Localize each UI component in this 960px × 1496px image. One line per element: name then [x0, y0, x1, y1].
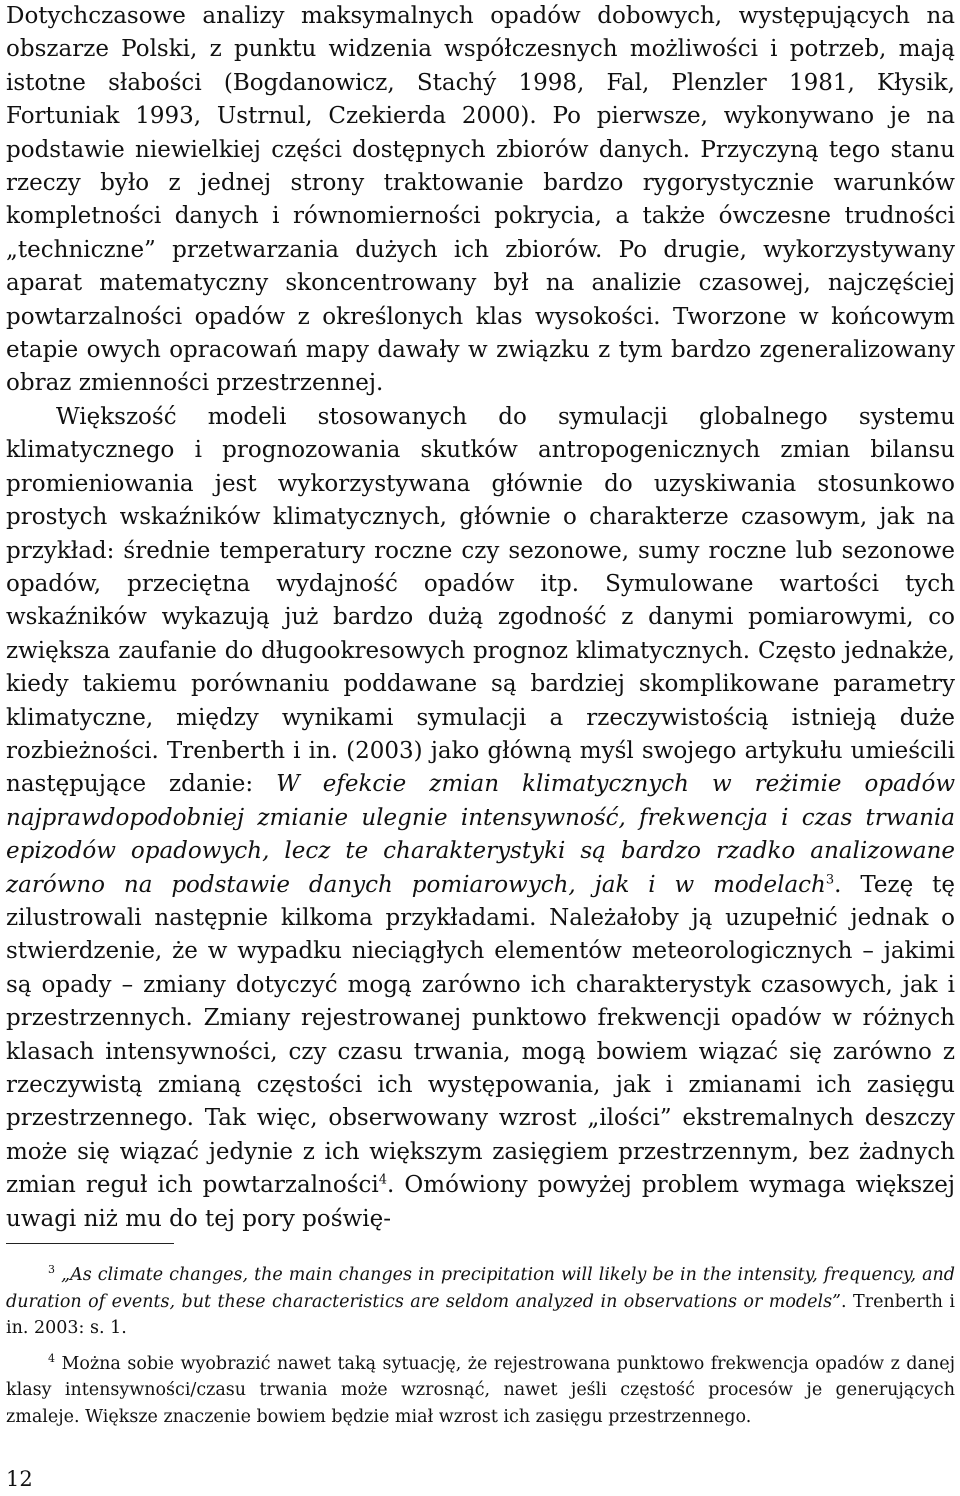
- footnote-3: [6, 1262, 955, 1342]
- footnote-3-quote: „As climate changes, the main changes in precipitation will likely be in the intensity, frequency, and duration of events, but these characteristics are seldom analyzed in observations or models”: [6, 1265, 955, 1312]
- trenberth-quote: W efekcie zmian klimatycznych w reżimie opadów najprawdopodobniej zmianie ulegnie intensywność, frekwencja i czas trwania epizodów opadowych, lecz te charakterystyki są bardzo rzadko analizowane zarówno na podstawie danych pomiarowych, jak i w modelach: [6, 771, 956, 898]
- footnote-4-text: Można sobie wyobrazić nawet taką sytuację, że rejestrowana punktowo frekwencja opadów z danej klasy intensywności/czasu trwania może wzrosnąć, nawet jeśli częstość procesów je generujących zmaleje. Większe znaczenie bowiem będzie miał wzrost ich zasięgu przestrzennego.: [6, 1353, 955, 1427]
- page-body: [6, 0, 955, 1236]
- footnotes: [6, 1262, 955, 1430]
- footnote-separator: [6, 1243, 174, 1244]
- footnote-ref-4[interactable]: 4: [378, 1172, 388, 1188]
- footnote-4: [6, 1351, 955, 1431]
- body-paragraph-2: [6, 401, 955, 1236]
- footnote-3-source: . Trenberth i in. 2003: s. 1.: [6, 1291, 955, 1338]
- footnote-3-number: 3: [48, 1263, 55, 1277]
- paragraph-2-text-a: Większość modeli stosowanych do symulacji globalnego systemu klimatycznego i prognozowania skutków antropogenicznych zmian bilansu promieniowania jest wykorzystywana głównie do uzyskiwania stosunkowo prostych wskaźników klimatycznych, głównie o charakterze czasowym, jak na przykład: średnie temperatury roczne czy sezonowe, sumy roczne lub sezonowe opadów, przeciętna wydajność opadów itp. Symulowane wartości tych wskaźników wykazują już bardzo dużą zgodność z danymi pomiarowymi, co zwiększa zaufanie do długookresowych prognoz klimatycznych. Często jednakże, kiedy takiemu porównaniu poddawane są bardziej skomplikowane parametry klimatyczne, między wynikami symulacji a rzeczywistością istnieją duże rozbieżności. Trenberth i in. (2003) jako główną myśl swojego artykułu umieścili następujące zdanie:: [6, 403, 955, 798]
- body-paragraph-1: [6, 0, 955, 401]
- paragraph-2-text-c: . Omówiony powyżej problem wymaga większej uwagi niż mu do tej pory poświę-: [6, 1172, 955, 1232]
- page-number: 12: [6, 1467, 33, 1491]
- footnote-4-number: 4: [48, 1351, 55, 1365]
- footnote-ref-3[interactable]: 3: [825, 871, 835, 887]
- paragraph-2-text-b: . Tezę tę zilustrowali następnie kilkoma przykładami. Należałoby ją uzupełnić jednak o stwierdzenie, że w wypadku nieciągłych elementów meteorologicznych – jakimi są opady – zmiany dotyczyć mogą zarówno ich charakterystyk czasowych, jak i przestrzennych. Zmiany rejestrowanej punktowo frekwencji opadów w różnych klasach intensywności, czy czasu trwania, mogą bowiem wiązać się zarówno z rzeczywistą zmianą częstości ich występowania, jak i zmianami ich zasięgu przestrzennego. Tak więc, obserwowany wzrost „ilości” ekstremalnych deszczy może się wiązać jedynie z ich większym zasięgiem przestrzennym, bez żadnych zmian reguł ich powtarzalności: [6, 871, 955, 1199]
- paragraph-1-text: Dotychczasowe analizy maksymalnych opadów dobowych, występujących na obszarze Polski, z punktu widzenia współczesnych możliwości i potrzeb, mają istotne słabości (Bogdanowicz, Stachý 1998, Fal, Plenzler 1981, Kłysik, Fortuniak 1993, Ustrnul, Czekierda 2000). Po pierwsze, wykonywano je na podstawie niewielkiej części dostępnych zbiorów danych. Przyczyną tego stanu rzeczy było z jednej strony traktowanie bardzo rygorystycznie warunków kompletności danych i równomierności pokrycia, a także ówczesne trudności „techniczne” przetwarzania dużych ich zbiorów. Po drugie, wykorzystywany aparat matematyczny skoncentrowany był na analizie czasowej, najczęściej powtarzalności opadów z określonych klas wysokości. Tworzone w końcowym etapie owych opracowań mapy dawały w związku z tym bardzo zgeneralizowany obraz zmienności przestrzennej.: [6, 3, 955, 397]
